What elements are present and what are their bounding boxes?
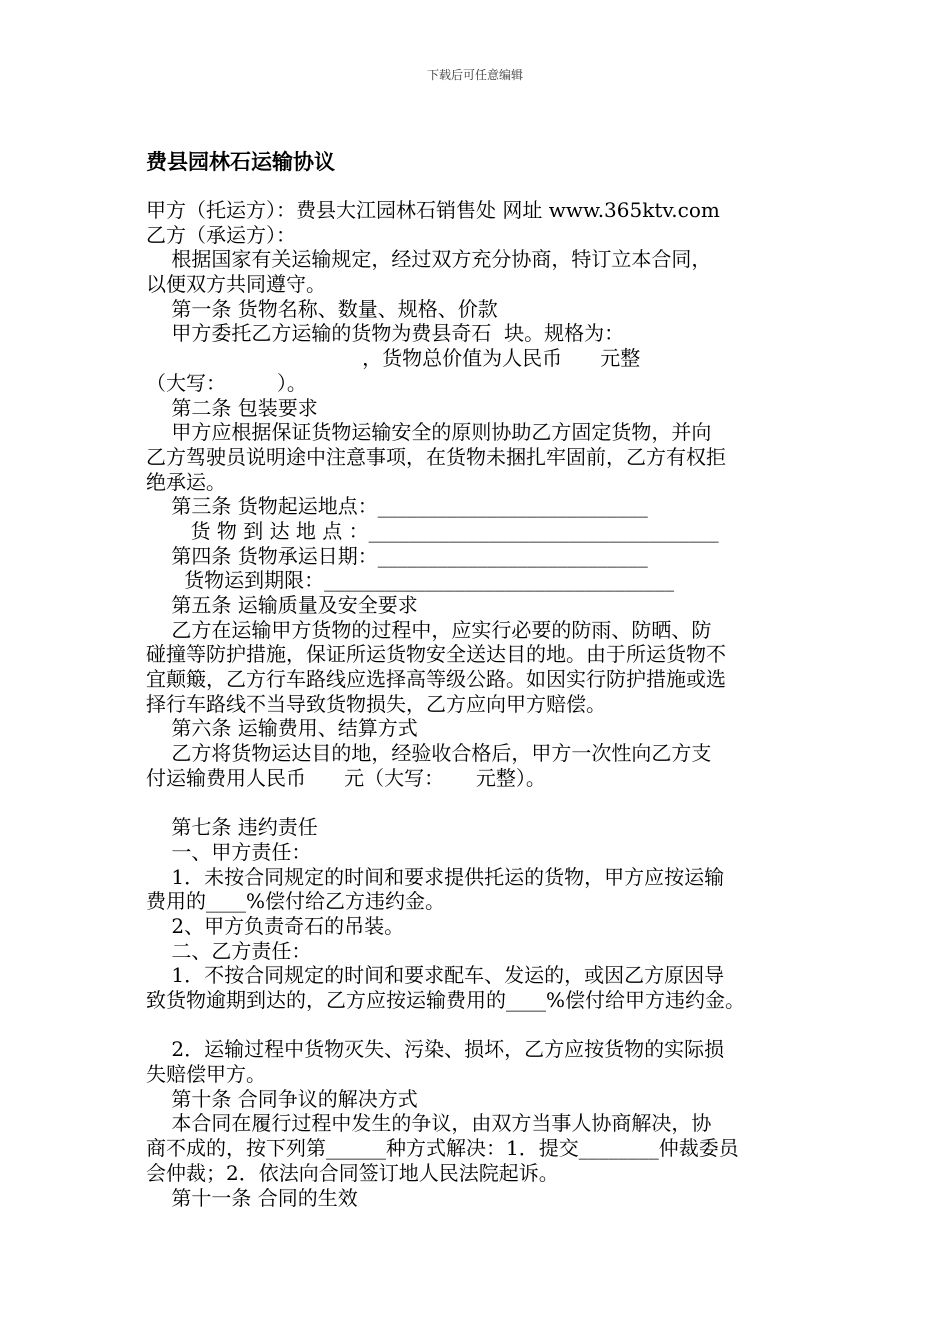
- text-line: 第六条 运输费用、结算方式: [146, 716, 418, 741]
- text-line: 货 物 到 达 地 点 ：___________________________________: [146, 518, 719, 543]
- text-line: 择行车路线不当导致货物损失，乙方应向甲方赔偿。: [146, 691, 606, 716]
- text-line: 1．不按合同规定的时间和要求配车、发运的，或因乙方原因导: [146, 963, 725, 988]
- text-line: 乙方（承运方）：: [146, 222, 296, 247]
- text-line: 第三条 货物起运地点：___________________________: [146, 494, 648, 519]
- text-line: 第二条 包装要求: [146, 395, 318, 420]
- text-line: 甲方（托运方）：费县大江园林石销售处 网址 www.365ktv.com: [146, 198, 720, 222]
- text-line: 甲方应根据保证货物运输安全的原则协助乙方固定货物，并向: [146, 420, 712, 445]
- text-line: 甲方委托乙方运输的货物为费县奇石 块。规格为：: [146, 321, 625, 346]
- text-line: 根据国家有关运输规定，经过双方充分协商，特订立本合同，: [146, 247, 712, 272]
- text-line: 第四条 货物承运日期：___________________________: [146, 543, 648, 568]
- text-line: 乙方将货物运达目的地，经验收合格后，甲方一次性向乙方支: [146, 741, 712, 766]
- text-line: ，货物总价值为人民币 元整: [146, 346, 641, 371]
- text-line: 失赔偿甲方。: [146, 1062, 266, 1087]
- text-line: 绝承运。: [146, 469, 226, 494]
- text-line: 第一条 货物名称、数量、规格、价款: [146, 296, 498, 321]
- page-header-note: 下载后可任意编辑: [426, 68, 523, 82]
- text-line: 宜颠簸，乙方行车路线应选择高等级公路。如因实行防护措施或选: [146, 667, 726, 692]
- text-line: 第五条 运输质量及安全要求: [146, 593, 418, 617]
- text-line: （大写： ）。: [146, 370, 307, 395]
- blank-line: [146, 1013, 822, 1038]
- text-line: 以便双方共同遵守。: [146, 272, 326, 297]
- blank-line: [146, 791, 822, 816]
- text-line: 费用的____%偿付给乙方违约金。: [146, 889, 446, 914]
- text-line: 2．运输过程中货物灭失、污染、损坏，乙方应按货物的实际损: [146, 1037, 725, 1062]
- text-line: 付运输费用人民币 元（大写： 元整）。: [146, 765, 546, 790]
- text-line: 致货物逾期到达的，乙方应按运输费用的____%偿付给甲方违约金。: [146, 988, 746, 1012]
- document-title: 费县园林石运输协议: [146, 149, 335, 174]
- text-line: 二、乙方责任：: [146, 938, 312, 963]
- text-line: 本合同在履行过程中发生的争议，由双方当事人协商解决，协: [146, 1111, 712, 1136]
- text-line: 第十条 合同争议的解决方式: [146, 1086, 418, 1111]
- text-line: 2、甲方负责奇石的吊装。: [146, 913, 405, 938]
- text-line: 一、甲方责任：: [146, 839, 312, 864]
- contract-body: [146, 198, 822, 1210]
- text-line: 会仲裁；2．依法向合同签订地人民法院起诉。: [146, 1160, 559, 1185]
- text-line: 第十一条 合同的生效: [146, 1185, 358, 1210]
- text-line: 碰撞等防护措施，保证所运货物安全送达目的地。由于所运货物不: [146, 642, 726, 667]
- text-line: 乙方驾驶员说明途中注意事项，在货物未捆扎牢固前，乙方有权拒: [146, 444, 726, 469]
- text-line: 商不成的，按下列第______种方式解决：1．提交________仲裁委员: [146, 1136, 739, 1161]
- text-line: 乙方在运输甲方货物的过程中，应实行必要的防雨、防晒、防: [146, 617, 712, 642]
- text-line: 第七条 违约责任: [146, 815, 318, 840]
- text-line: 1．未按合同规定的时间和要求提供托运的货物，甲方应按运输: [146, 864, 725, 889]
- text-line: 货物运到期限：___________________________________: [146, 568, 675, 593]
